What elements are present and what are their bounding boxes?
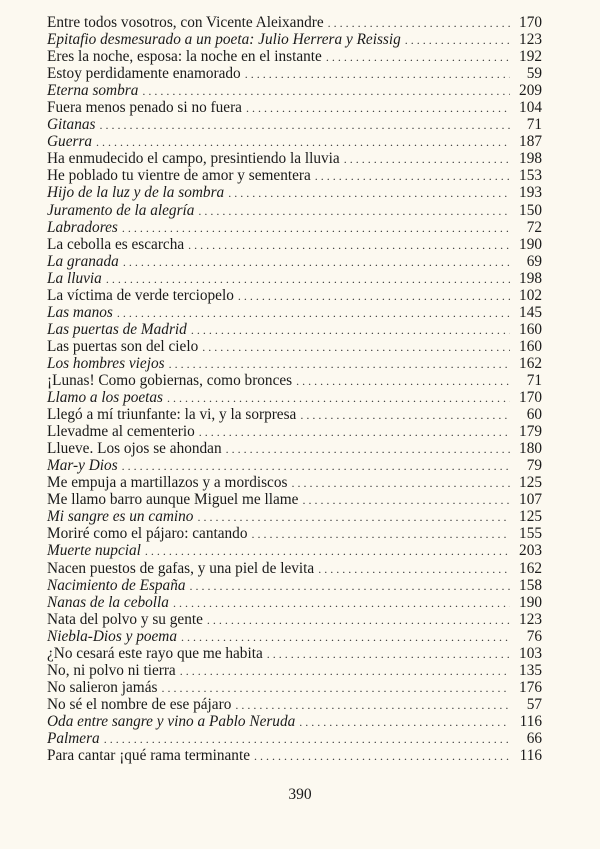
entry-page: 116 xyxy=(519,747,542,765)
entry-page: 57 xyxy=(526,695,542,713)
entry-page: 170 xyxy=(519,14,542,31)
entry-title: Eterna sombra xyxy=(47,82,139,100)
entry-title: Los hombres viejos xyxy=(47,354,165,372)
entry-title: Hijo de la luz y de la sombra xyxy=(47,184,225,202)
entry-title: Labradores xyxy=(47,218,118,236)
index-entry xyxy=(47,628,542,645)
entry-page: 145 xyxy=(519,303,542,321)
entry-title: Entre todos vosotros, con Vicente Aleixandre xyxy=(47,14,324,31)
entry-title: He poblado tu vientre de amor y sementera xyxy=(47,167,311,185)
entry-page: 103 xyxy=(519,644,542,662)
dot-leader xyxy=(228,185,510,202)
entry-title: Guerra xyxy=(47,133,93,151)
index-entry xyxy=(47,491,542,508)
entry-page: 203 xyxy=(519,542,542,560)
dot-leader xyxy=(296,373,510,390)
index-entry xyxy=(47,542,542,559)
entry-page: 160 xyxy=(519,320,542,338)
entry-page: 104 xyxy=(519,99,542,117)
index-entry xyxy=(47,202,542,219)
index-entry xyxy=(47,389,542,406)
entry-page: 116 xyxy=(519,712,542,730)
dot-leader xyxy=(117,305,510,322)
index-entry xyxy=(47,713,542,730)
index-entry xyxy=(47,184,542,201)
dot-leader xyxy=(197,509,510,526)
index-entry xyxy=(47,31,542,48)
index-entry xyxy=(47,82,542,99)
entry-title: Nacen puestos de gafas, y una piel de levita xyxy=(47,559,315,577)
index-entry xyxy=(47,14,542,31)
index-entry xyxy=(47,253,542,270)
dot-leader xyxy=(238,288,510,305)
index-entry xyxy=(47,611,542,628)
dot-leader xyxy=(198,203,510,220)
dot-leader xyxy=(180,663,510,680)
index-entry xyxy=(47,730,542,747)
index-entry xyxy=(47,440,542,457)
entry-page: 179 xyxy=(519,423,542,441)
dot-leader xyxy=(199,424,510,441)
index-entry xyxy=(47,48,542,65)
dot-leader xyxy=(251,526,510,543)
entry-page: 60 xyxy=(526,406,542,424)
entry-title: Juramento de la alegría xyxy=(47,201,195,219)
dot-leader xyxy=(191,322,510,339)
entry-page: 155 xyxy=(519,525,542,543)
entry-page: 198 xyxy=(519,150,542,168)
dot-leader xyxy=(99,117,510,134)
entry-page: 158 xyxy=(519,576,542,594)
entry-title: Gitanas xyxy=(47,116,96,134)
entry-title: Moriré como el pájaro: cantando xyxy=(47,525,248,543)
index-entry xyxy=(47,167,542,184)
index-entry xyxy=(47,133,542,150)
index-entry xyxy=(47,236,542,253)
dot-leader xyxy=(315,168,510,185)
entry-title: Estoy perdidamente enamorado xyxy=(47,65,241,83)
entry-page: 59 xyxy=(526,65,542,83)
dot-leader xyxy=(267,646,510,663)
index-list xyxy=(47,14,542,764)
entry-page: 66 xyxy=(526,729,542,747)
entry-page: 125 xyxy=(519,508,542,526)
entry-page: 125 xyxy=(519,474,542,492)
entry-title: Para cantar ¡qué rama terminante xyxy=(47,747,250,765)
dot-leader xyxy=(190,578,510,595)
dot-leader xyxy=(300,407,510,424)
entry-page: 135 xyxy=(519,661,542,679)
entry-page: 123 xyxy=(519,610,542,628)
entry-page: 71 xyxy=(526,116,542,134)
entry-title: La víctima de verde terciopelo xyxy=(47,286,234,304)
dot-leader xyxy=(226,441,510,458)
dot-leader xyxy=(299,714,510,731)
entry-title: ¡Lunas! Como gobiernas, como bronces xyxy=(47,371,293,389)
dot-leader xyxy=(161,680,510,697)
index-entry xyxy=(47,406,542,423)
dot-leader xyxy=(291,475,510,492)
index-entry xyxy=(47,696,542,713)
entry-page: 107 xyxy=(519,491,542,509)
entry-title: Las puertas son del cielo xyxy=(47,337,199,355)
entry-page: 170 xyxy=(519,389,542,407)
entry-page: 76 xyxy=(526,627,542,645)
index-entry xyxy=(47,525,542,542)
entry-page: 150 xyxy=(519,201,542,219)
dot-leader xyxy=(142,83,510,100)
entry-title: No salieron jamás xyxy=(47,678,158,696)
index-entry xyxy=(47,747,542,764)
dot-leader xyxy=(173,595,510,612)
entry-title: Las manos xyxy=(47,303,113,321)
dot-leader xyxy=(188,237,510,254)
dot-leader xyxy=(122,220,510,237)
index-entry xyxy=(47,116,542,133)
entry-title: Llueve. Los ojos se ahondan xyxy=(47,440,222,458)
dot-leader xyxy=(344,151,510,168)
entry-page: 123 xyxy=(519,31,542,49)
entry-title: Nata del polvo y su gente xyxy=(47,610,203,628)
entry-page: 190 xyxy=(519,593,542,611)
entry-page: 153 xyxy=(519,167,542,185)
dot-leader xyxy=(302,492,510,509)
dot-leader xyxy=(235,697,510,714)
entry-title: Oda entre sangre y vino a Pablo Neruda xyxy=(47,712,296,730)
dot-leader xyxy=(106,271,510,288)
entry-page: 102 xyxy=(519,286,542,304)
dot-leader xyxy=(169,356,510,373)
entry-title: Me empuja a martillazos y a mordiscos xyxy=(47,474,288,492)
index-entry xyxy=(47,594,542,611)
index-entry xyxy=(47,457,542,474)
entry-page: 190 xyxy=(519,235,542,253)
dot-leader xyxy=(245,66,510,83)
entry-page: 180 xyxy=(519,440,542,458)
entry-page: 176 xyxy=(519,678,542,696)
entry-title: Mi sangre es un camino xyxy=(47,508,194,526)
entry-page: 187 xyxy=(519,133,542,151)
entry-title: La cebolla es escarcha xyxy=(47,235,185,253)
index-entry xyxy=(47,321,542,338)
entry-page: 160 xyxy=(519,337,542,355)
entry-title: Llegó a mí triunfante: la vi, y la sorpresa xyxy=(47,406,297,424)
entry-title: Nacimiento de España xyxy=(47,576,186,594)
index-entry xyxy=(47,355,542,372)
entry-title: Me llamo barro aunque Miguel me llame xyxy=(47,491,299,509)
index-entry xyxy=(47,287,542,304)
entry-title: Palmera xyxy=(47,729,100,747)
index-entry xyxy=(47,338,542,355)
entry-title: Nanas de la cebolla xyxy=(47,593,169,611)
entry-title: Las puertas de Madrid xyxy=(47,320,187,338)
entry-title: Eres la noche, esposa: la noche en el instante xyxy=(47,48,322,66)
entry-title: Fuera menos penado si no fuera xyxy=(47,99,242,117)
index-entry xyxy=(47,577,542,594)
dot-leader xyxy=(123,254,510,271)
index-entry xyxy=(47,662,542,679)
dot-leader xyxy=(104,731,510,748)
index-entry xyxy=(47,219,542,236)
index-entry xyxy=(47,99,542,116)
entry-title: Epitafio desmesurado a un poeta: Julio Herrera y Reissig xyxy=(47,31,401,49)
entry-title: Llevadme al cementerio xyxy=(47,423,195,441)
index-entry xyxy=(47,423,542,440)
entry-page: 192 xyxy=(519,48,542,66)
index-entry xyxy=(47,65,542,82)
dot-leader xyxy=(122,458,510,475)
index-entry xyxy=(47,474,542,491)
entry-page: 72 xyxy=(526,218,542,236)
index-entry xyxy=(47,270,542,287)
dot-leader xyxy=(328,15,510,32)
entry-page: 162 xyxy=(519,559,542,577)
dot-leader xyxy=(405,32,510,49)
entry-page: 79 xyxy=(526,457,542,475)
entry-title: La lluvia xyxy=(47,269,102,287)
index-entry xyxy=(47,560,542,577)
index-entry xyxy=(47,645,542,662)
entry-title: Llamo a los poetas xyxy=(47,389,164,407)
entry-title: Niebla-Dios y poema xyxy=(47,627,178,645)
entry-title: La granada xyxy=(47,252,119,270)
entry-title: Ha enmudecido el campo, presintiendo la lluvia xyxy=(47,150,340,168)
dot-leader xyxy=(96,134,510,151)
dot-leader xyxy=(254,748,510,765)
entry-title: No, ni polvo ni tierra xyxy=(47,661,176,679)
index-entry xyxy=(47,508,542,525)
dot-leader xyxy=(246,100,510,117)
entry-page: 209 xyxy=(519,82,542,100)
index-entry xyxy=(47,304,542,321)
entry-page: 69 xyxy=(526,252,542,270)
entry-title: ¿No cesará este rayo que me habita xyxy=(47,644,263,662)
entry-page: 198 xyxy=(519,269,542,287)
dot-leader xyxy=(202,339,510,356)
page-number: 390 xyxy=(288,786,312,803)
dot-leader xyxy=(167,390,510,407)
entry-page: 162 xyxy=(519,354,542,372)
entry-page: 71 xyxy=(526,371,542,389)
entry-title: Mar-y Dios xyxy=(47,457,118,475)
dot-leader xyxy=(326,49,510,66)
entry-title: No sé el nombre de ese pájaro xyxy=(47,695,232,713)
index-entry xyxy=(47,679,542,696)
dot-leader xyxy=(145,543,510,560)
dot-leader xyxy=(318,561,510,578)
dot-leader xyxy=(181,629,510,646)
entry-title: Muerte nupcial xyxy=(47,542,141,560)
entry-page: 193 xyxy=(519,184,542,202)
index-entry xyxy=(47,150,542,167)
index-entry xyxy=(47,372,542,389)
dot-leader xyxy=(207,612,510,629)
